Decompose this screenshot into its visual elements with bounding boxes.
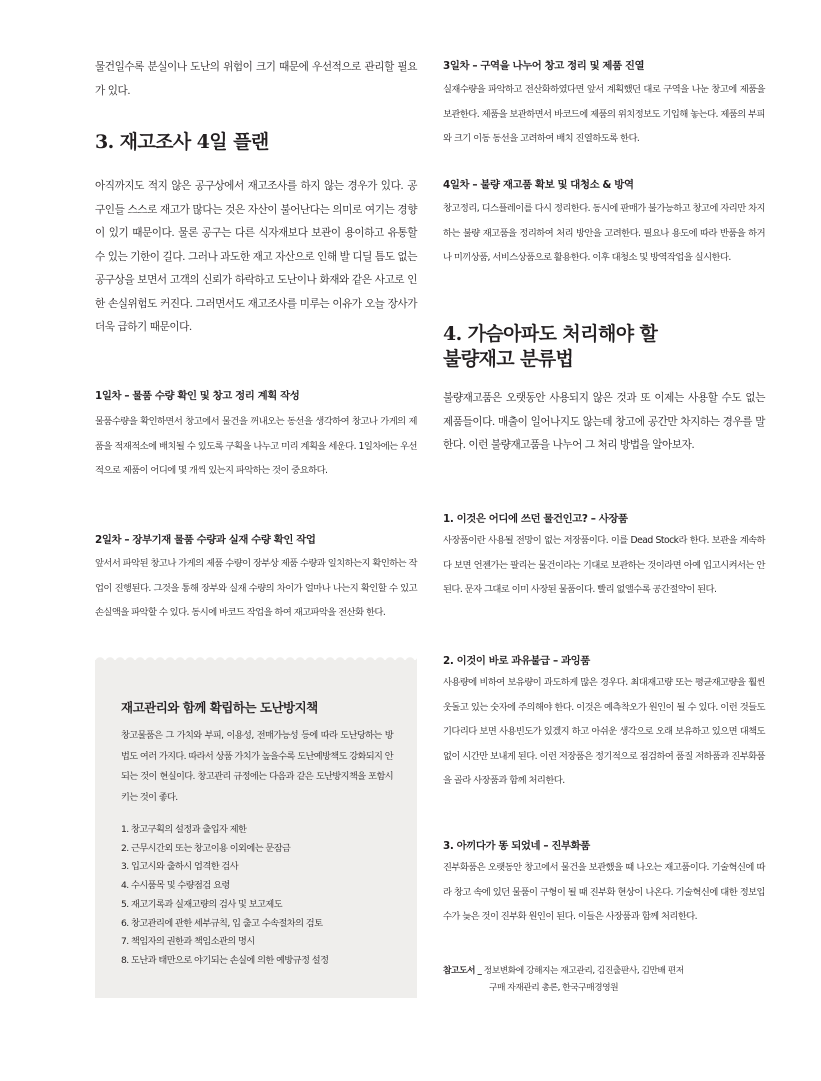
section3-body: 아직까지도 적지 않은 공구상에서 재고조사를 하지 않는 경우가 있다. 공구인들 스스로 재고가 많다는 것은 자산이 불어난다는 의미로 여기는 경향이 있기 때문이다. 물론 공구는 다른 식자재보다 보관이 용이하고 유통할 수 있는 기한이 길다. 그러나 과도한 재고 자산으로 인해 발 디딜 틈도 없는 공구상을 보면서 고객의 신뢰가 하락하고 도난이나 화재와 같은 사고로 인한 손실위험도 커진다. 그러면서도 재고조사를 미루는 이유가 오늘 장사가 더욱 급하기 때문이다. — [95, 180, 417, 333]
day3-title: 3일차 – 구역을 나누어 창고 정리 및 제품 진열 — [443, 60, 645, 72]
day1-body: 물품수량을 확인하면서 창고에서 물건을 꺼내오는 동선을 생각하여 창고나 가게의 제품을 적재적소에 배치될 수 있도록 구획을 나누고 미리 계획을 세운다. 1일차에는 우선적으로 제품이 어디에 몇 개씩 있는지 파악하는 것이 중요하다. — [95, 416, 417, 476]
reference-label: 참고도서 _ — [443, 966, 482, 976]
reference-line2: 구매 자재관리 총론, 한국구매경영원 — [489, 983, 619, 993]
list-item: 8. 도난과 태만으로 야기되는 손실에 의한 예방규정 설정 — [121, 954, 329, 966]
reference-line1: 정보변화에 강해지는 재고관리, 김진출판사, 김만배 편저 — [483, 966, 684, 976]
section4-title-line2: 불량재고 분류법 — [443, 348, 574, 370]
box-body: 창고물품은 그 가치와 부피, 이용성, 전매가능성 등에 따라 도난당하는 방법도 여러 가지다. 따라서 상품 가치가 높을수록 도난예방책도 강화되지 안되는 것이 현실이다. 창고관리 규정에는 다음과 같은 도난방지책을 포함시키는 것이 좋다. — [121, 730, 393, 803]
list-item: 4. 수시품목 및 수량점검 요령 — [121, 880, 230, 892]
box-title: 재고관리와 함께 확립하는 도난방지책 — [121, 700, 318, 715]
list-item: 3. 입고시와 출하시 엄격한 검사 — [121, 861, 239, 873]
section4-body: 불량재고품은 오랫동안 사용되지 않은 것과 또 이제는 사용할 수도 없는 제품들이다. 매출이 일어나지도 않는데 창고에 공간만 차지하는 경우를 말한다. 이런 불량재고품을 나누어 그 처리 방법을 알아보자. — [443, 392, 765, 451]
day2-title: 2일차 – 장부기재 물품 수량과 실재 수량 확인 작업 — [95, 534, 316, 546]
section3-title: 3. 재고조사 4일 플랜 — [95, 131, 269, 153]
day4-body: 창고정리, 디스플레이를 다시 정리한다. 동시에 판매가 불가능하고 창고에 자리만 차지하는 불량 재고품을 정리하여 처리 방안을 고려한다. 필요나 용도에 따라 반품을 하거나 미끼상품, 서비스상품으로 활용한다. 이후 대청소 및 방역작업을 실시한다. — [443, 203, 765, 263]
section4-title — [443, 322, 765, 372]
item1-title: 1. 이것은 어디에 쓰던 물건인고? – 사장품 — [443, 513, 628, 525]
section4-title-line1: 4. 가슴아파도 처리해야 할 — [443, 323, 658, 345]
list-item: 7. 책임자의 권한과 책임소관의 명시 — [121, 936, 255, 948]
item2-body: 사용량에 비하여 보유량이 과도하게 많은 경우다. 최대재고량 또는 평균재고량을 훨씬 웃돌고 있는 숫자에 주의해야 한다. 이것은 예측착오가 원인이 될 수 있다. 이런 것들도 기다리다 보면 사용빈도가 있겠지 하고 아쉬운 생각으로 오래 보유하고 있으면 대책도 없이 시간만 보내게 된다. 이런 저장품은 정기적으로 점검하여 품질 저하품과 진부화품을 골라 사장품과 함께 처리한다. — [443, 677, 765, 786]
day4-title: 4일차 – 불량 재고품 확보 및 대청소 & 방역 — [443, 179, 634, 191]
list-item: 5. 재고기록과 실재고량의 검사 및 보고제도 — [121, 898, 283, 910]
reference-block — [443, 963, 684, 997]
item3-body: 진부화품은 오랫동안 창고에서 물건을 보관했을 때 나오는 재고품이다. 기술혁신에 따라 창고 속에 있던 물품이 구형이 될 때 진부화 현상이 나온다. 기술혁신에 대한 정보입수가 늦은 것이 진부화 원인이 된다. 이들은 사장품과 함께 처리한다. — [443, 862, 765, 922]
box-list — [121, 821, 411, 971]
item3-title: 3. 아끼다가 똥 되었네 – 진부화품 — [443, 840, 590, 852]
list-item: 6. 창고관리에 관한 세부규칙, 입 출고 수속절차의 검토 — [121, 917, 323, 929]
box-scalloped-edge — [95, 654, 417, 662]
intro-paragraph: 물건일수록 분실이나 도난의 위험이 크기 때문에 우선적으로 관리할 필요가 있다. — [95, 61, 417, 97]
item1-body: 사장품이란 사용될 전망이 없는 저장품이다. 이를 Dead Stock라 한다. 보관을 계속하다 보면 언젠가는 팔리는 물건이라는 기대로 보관하는 것이라면 아예 입고시켜서는 안된다. 문자 그대로 이미 사장된 물품이다. 빨리 없앨수록 공간절약이 된다. — [443, 535, 765, 595]
day1-title: 1일차 – 물품 수량 확인 및 창고 정리 계획 작성 — [95, 390, 300, 402]
item2-title: 2. 이것이 바로 과유불급 – 과잉품 — [443, 655, 590, 667]
day3-body: 실재수량을 파악하고 전산화하였다면 앞서 계획했던 대로 구역을 나눈 창고에 제품을 보관한다. 제품을 보관하면서 바코드에 제품의 위치정보도 기입해 놓는다. 제품의 부피와 크기 이동 동선을 고려하여 배치 진열하도록 한다. — [443, 84, 765, 144]
list-item: 1. 창고구획의 설정과 출입자 제한 — [121, 824, 247, 835]
anti-theft-box — [95, 660, 417, 998]
list-item: 2. 근무시간외 또는 창고이용 이외에는 문잠금 — [121, 842, 291, 854]
day2-body: 앞서서 파악된 창고나 가게의 제품 수량이 장부상 제품 수량과 일치하는지 확인하는 작업이 진행된다. 그것을 통해 장부와 실재 수량의 차이가 얼마나 나는지 확인할 수 있고 손실액을 파악할 수 있다. 동시에 바코드 작업을 하여 재고파악을 전산화 한다. — [95, 558, 417, 618]
